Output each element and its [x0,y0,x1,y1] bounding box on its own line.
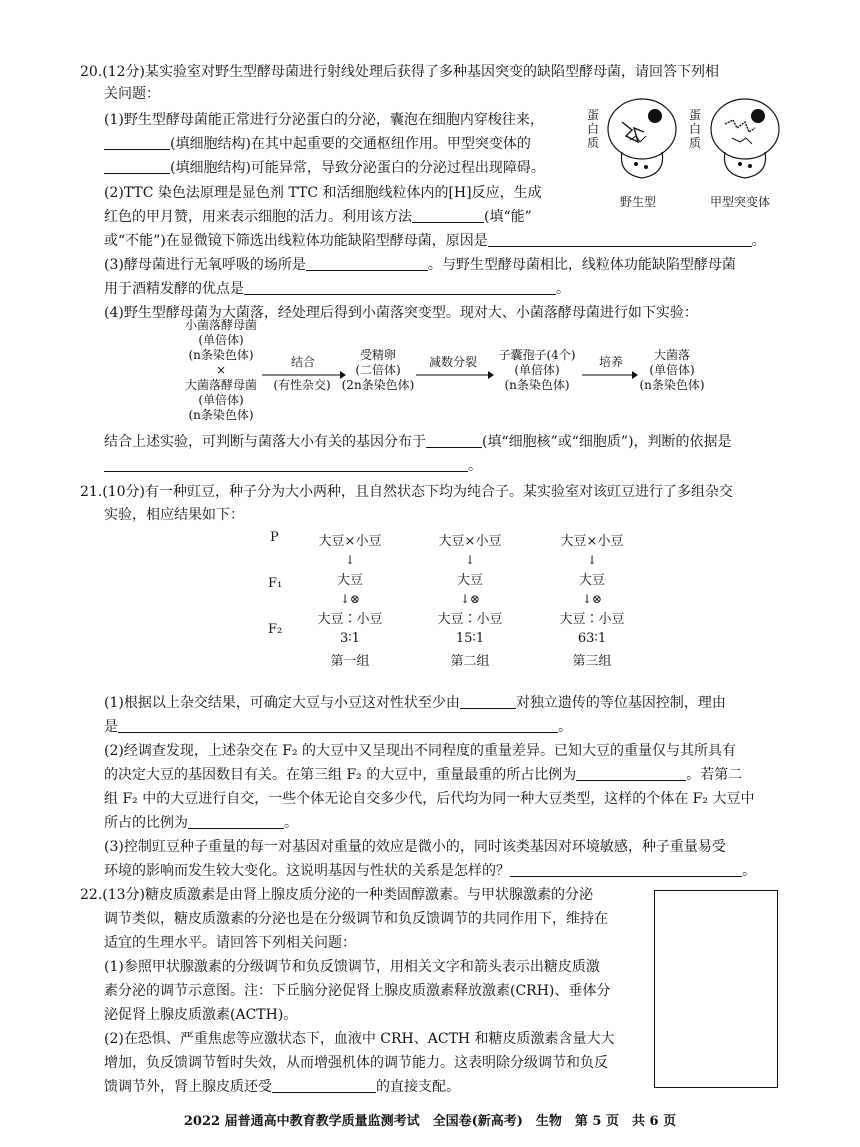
q20-p5-line1: 结合上述实验，可判断与菌落大小有关的基因分布于 (填“细胞核”或“细胞质”)，判断的依据是 [104,434,732,450]
q21-p2-line1: (2)经调查发现，上述杂交在 F₂ 的大豆中又呈现出不同程度的重量差异。已知大豆的重量仅与其所具有 [104,743,737,759]
result-node: 大菌落 (单倍体) (n条染色体) [639,348,705,392]
cross-group3: 大豆×小豆 ↓ 大豆 ↓⊗ 大豆∶小豆 63∶1 第三组 [552,530,632,669]
wild-type-label: 野生型 [620,195,657,209]
q20-heading-cont: 关问题： [104,86,160,102]
q20-p5-line2: 。 [104,456,482,476]
q22-line5: 素分泌的调节示意图。注：下丘脑分泌促肾上腺皮质激素释放激素(CRH)、垂体分 [104,983,611,999]
protein-label: 蛋白质 [586,108,599,150]
group-label: 第一组 [330,654,370,669]
q21-p2-line3: 组 F₂ 中的大豆进行自交，一些个体无论自交多少代，后代均为同一种大豆类型，这样的个体在 F₂ 大豆中 [104,791,755,807]
answer-blank[interactable] [426,433,482,448]
wild-type-cell [608,99,676,178]
q22-heading: 22.(13分)糖皮质激素是由肾上腺皮质分泌的一种类固醇激素。与甲状腺激素的分泌 [80,887,594,903]
mutant-label: 甲型突变体 [710,195,771,209]
arrow-down-icon: ↓ [464,553,476,567]
q21-p1-line2: 是 。 [104,719,572,735]
cross-group2: 大豆×小豆 ↓ 大豆 ↓⊗ 大豆∶小豆 15∶1 第二组 [430,530,510,669]
q22-line6: 泌促肾上腺皮质激素(ACTH)。 [104,1007,298,1023]
q21-p1-line1: (1)根据以上杂交结果，可确定大豆与小豆这对性状至少由 对独立遗传的等位基因控制，理由 [104,695,726,711]
answer-blank[interactable] [488,232,752,247]
combine-sub-label: (有性杂交) [273,378,331,392]
arrow-down-icon: ↓ [586,553,598,567]
q21-p3-line1: (3)控制豇豆种子重量的每一对基因对重量的效应是微小的，同时该类基因对环境敏感，种子重量易受 [104,839,726,855]
q21-heading: 21.(10分)有一种豇豆，种子分为大小两种，且自然状态下均为纯合子。某实验室对该豇豆进行了多组杂交 [80,484,734,500]
q20-p1-line2: (填细胞结构)在其中起重要的交通枢纽作用。甲型突变体的 [104,134,531,154]
answer-blank[interactable] [306,256,428,271]
small-colony-node: 小菌落酵母菌 (单倍体) (n条染色体) × 大菌落酵母菌 (单倍体) (n条染色体) [184,318,257,422]
q20-heading: 20.(12分)某实验室对野生型酵母菌进行射线处理后获得了多种基因突变的缺陷型酵母菌，请回答下列相 [80,64,720,80]
arrow-down-icon: ↓⊗ [581,592,603,606]
group-label: 第二组 [450,654,490,669]
q20-p2-line2: 红色的甲月赞，用来表示细胞的活力。利用该方法 (填“能” [104,209,532,225]
q21-p2-line4: 所占的比例为 。 [104,815,298,831]
answer-blank[interactable] [412,208,484,223]
arrow-down-icon: ↓⊗ [459,592,481,606]
q20-p1-line3: (填细胞结构)可能异常，导致分泌蛋白的分泌过程出现障碍。 [104,158,545,178]
answer-blank[interactable] [104,135,170,150]
arrow-down-icon: ↓ [344,553,356,567]
q21-heading-cont: 实验，相应结果如下： [104,507,244,523]
q21-p3-line2: 环境的影响而发生较大变化。这说明基因与性状的关系是怎样的？ 。 [104,863,756,879]
culture-label: 培养 [598,355,623,369]
meiosis-label: 减数分裂 [428,355,477,369]
answer-blank[interactable] [104,159,170,174]
q20-p1-line1: (1)野生型酵母菌能正常进行分泌蛋白的分泌，囊泡在细胞内穿梭往来， [104,112,544,128]
q22-line7: (2)在恐惧、严重焦虑等应激状态下，血液中 CRH、ACTH 和糖皮质激素含量大大 [104,1031,615,1047]
group-label: 第三组 [572,654,612,669]
q22-line2: 调节类似，糖皮质激素的分泌也是在分级调节和负反馈调节的共同作用下，维持在 [104,911,608,927]
q20-p3-line2: 用于酒精发酵的优点是 。 [104,281,570,297]
q22-line3: 适宜的生理水平。请回答下列相关问题： [104,935,356,951]
protein-label: 蛋白质 [688,108,701,150]
arrow-icon [416,370,494,380]
q20-p3-line1: (3)酵母菌进行无氧呼吸的场所是 。与野生型酵母菌相比，线粒体功能缺陷型酵母菌 [104,257,736,273]
answer-blank[interactable] [510,862,742,877]
q20-p4: (4)野生型酵母菌为大菌落，经处理后得到小菌落突变型。现对大、小菌落酵母菌进行如下实验： [104,305,698,321]
q20-p2-line3: 或“不能”)在显微镜下筛选出线粒体功能缺陷型酵母菌，原因是 。 [104,233,766,249]
arrow-down-icon: ↓⊗ [339,592,361,606]
q20-p2-line1: (2)TTC 染色法原理是显色剂 TTC 和活细胞线粒体内的[H]反应，生成 [104,185,542,201]
answer-blank[interactable] [460,694,516,709]
answer-box[interactable] [654,890,778,1088]
gen-p-label: P [270,530,279,545]
answer-blank[interactable] [576,766,686,781]
q22-line9: 馈调节外，肾上腺皮质还受 的直接支配。 [104,1079,460,1095]
page-footer: 2022 届普通高中教育教学质量监测考试 全国卷(新高考) 生物 第 5 页 共 6 页 [183,1114,677,1129]
mutant-cell [711,99,779,178]
answer-blank[interactable] [188,814,284,829]
cross-group1: 大豆×小豆 ↓ 大豆 ↓⊗ 大豆∶小豆 3∶1 第一组 [310,530,390,669]
gen-f2-label: F₂ [268,622,283,637]
answer-blank[interactable] [244,280,556,295]
q22-line4: (1)参照甲状腺激素的分级调节和负反馈调节，用相关文字和箭头表示出糖皮质激 [104,959,600,975]
arrow-icon [582,370,638,380]
answer-blank[interactable] [272,1078,376,1093]
gen-f1-label: F₁ [268,576,283,591]
q22-line8: 增加，负反馈调节暂时失效，从而增强机体的调节能力。这表明除分级调节和负反 [104,1055,608,1071]
answer-blank[interactable] [118,718,558,733]
q21-p2-line2: 的决定大豆的基因数目有关。在第三组 F₂ 的大豆中，重量最重的所占比例为 。若第二 [104,767,743,783]
answer-blank[interactable] [104,457,468,472]
spores-node: 子囊孢子(4个) (单倍体) (n条染色体) [498,348,576,392]
zygote-node: 受精卵 (二倍体) (2n条染色体) [341,348,415,392]
combine-label: 结合 [290,355,315,369]
